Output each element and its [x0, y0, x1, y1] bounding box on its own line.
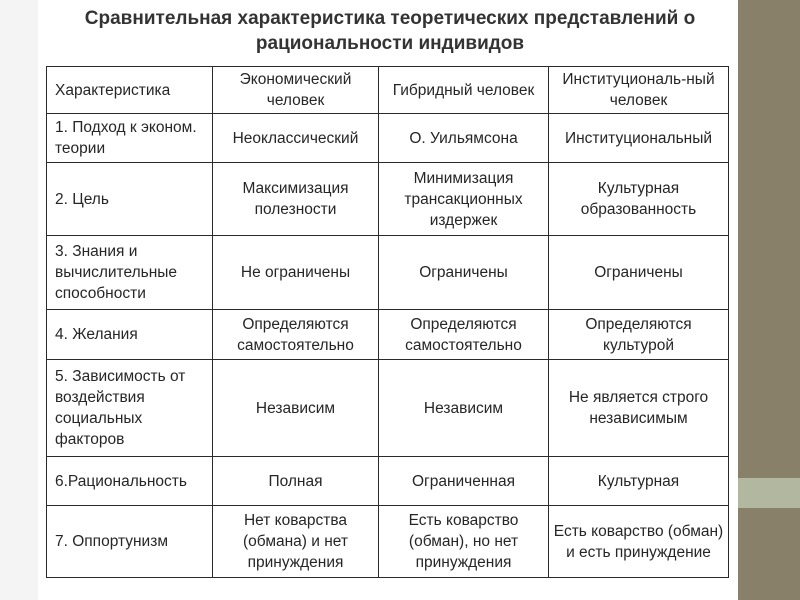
table-cell: Минимизация трансакционных издержек	[379, 163, 549, 236]
slide-title	[46, 6, 734, 56]
table-cell: Институциональный	[549, 114, 729, 163]
row-label: 3. Знания и вычислительные способности	[47, 236, 213, 310]
row-label: 6.Рациональность	[47, 457, 213, 506]
title-line: Сравнительная характеристика теоретических представлений о	[84, 8, 696, 29]
table-cell: Ограничены	[379, 236, 549, 310]
table-row	[47, 457, 729, 506]
left-margin	[0, 0, 38, 600]
table-row	[47, 236, 729, 310]
table-cell: Культурная	[549, 457, 729, 506]
table-cell: Определяются самостоятельно	[213, 310, 379, 360]
column-header: Институциональ-ный человек	[549, 67, 729, 114]
table-cell: Есть коварство (обман), но нет принуждения	[379, 506, 549, 578]
row-label: 1. Подход к эконом. теории	[47, 114, 213, 163]
table-header-row	[47, 67, 729, 114]
row-label: 4. Желания	[47, 310, 213, 360]
table-row	[47, 310, 729, 360]
table-cell: Не является строго независимым	[549, 360, 729, 457]
decorative-side-bar-lower	[738, 508, 800, 600]
table-cell: Нет коварства (обмана) и нет принуждения	[213, 506, 379, 578]
table-cell: Независим	[379, 360, 549, 457]
table-cell: Ограничены	[549, 236, 729, 310]
table-cell: Определяются самостоятельно	[379, 310, 549, 360]
table-cell: О. Уильямсона	[379, 114, 549, 163]
column-header: Экономический человек	[213, 67, 379, 114]
row-label: 7. Оппортунизм	[47, 506, 213, 578]
table-cell: Полная	[213, 457, 379, 506]
table-cell: Независим	[213, 360, 379, 457]
slide	[38, 0, 738, 600]
row-label: 5. Зависимость от воздействия социальных факторов	[47, 360, 213, 457]
row-label: 2. Цель	[47, 163, 213, 236]
table-cell: Максимизация полезности	[213, 163, 379, 236]
comparison-table	[46, 66, 729, 578]
table-cell: Определяются культурой	[549, 310, 729, 360]
column-header: Гибридный человек	[379, 67, 549, 114]
table-row	[47, 506, 729, 578]
decorative-accent-band	[738, 478, 800, 508]
table-row	[47, 114, 729, 163]
table-cell: Неоклассический	[213, 114, 379, 163]
column-header: Характеристика	[47, 67, 213, 114]
table-row	[47, 360, 729, 457]
decorative-side-bar	[738, 0, 800, 478]
table-cell: Есть коварство (обман) и есть принуждение	[549, 506, 729, 578]
title-line: рациональности индивидов	[255, 33, 525, 54]
table-cell: Не ограничены	[213, 236, 379, 310]
table-cell: Культурная образованность	[549, 163, 729, 236]
table-cell: Ограниченная	[379, 457, 549, 506]
table-row	[47, 163, 729, 236]
